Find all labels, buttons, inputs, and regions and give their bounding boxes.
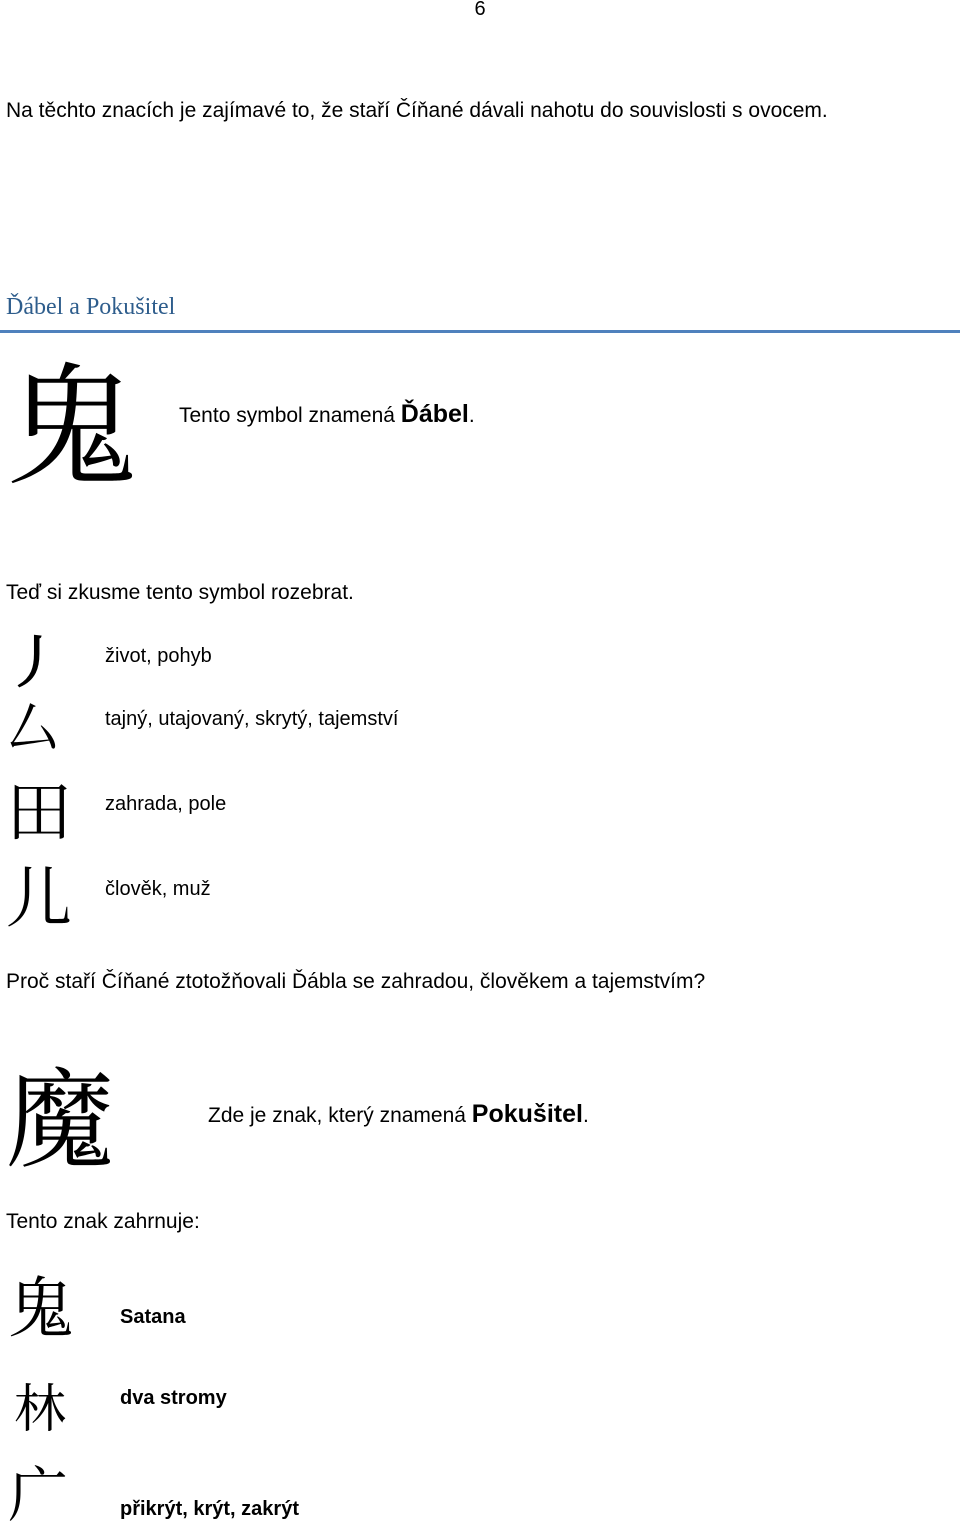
include-glyph-cover: 广 <box>8 1461 68 1531</box>
tempter-caption-prefix: Zde je znak, který znamená <box>208 1104 472 1127</box>
component-meaning-life: život, pohyb <box>105 645 212 667</box>
component-glyph-field: 田 <box>6 774 72 851</box>
section-heading: Ďábel a Pokušitel <box>6 294 176 320</box>
include-glyph-satan: 鬼 <box>8 1270 74 1347</box>
component-meaning-man: člověk, muž <box>105 878 211 900</box>
devil-glyph: 鬼 <box>6 351 138 505</box>
tempter-caption-suffix: . <box>582 1104 589 1127</box>
includes-paragraph: Tento znak zahrnuje: <box>6 1210 200 1233</box>
tempter-term: Pokušitel <box>471 1100 583 1128</box>
component-glyph-stroke: 丿 <box>6 631 62 696</box>
component-meaning-secret: tajný, utajovaný, skrytý, tajemství <box>105 708 399 730</box>
heading-underline <box>0 330 960 333</box>
include-glyph-trees: 林 <box>14 1380 67 1440</box>
page-number: 6 <box>474 0 486 20</box>
include-meaning-cover: přikrýt, krýt, zakrýt <box>120 1498 299 1520</box>
component-glyph-man: 儿 <box>6 860 72 937</box>
devil-caption-prefix: Tento symbol znamená <box>179 404 401 427</box>
intro-paragraph: Na těchto znacích je zajímavé to, že staří Číňané dávali nahotu do souvislosti s ovocem. <box>6 99 828 122</box>
component-glyph-secret: 厶 <box>6 699 59 759</box>
question-paragraph: Proč staří Číňané ztotožňovali Ďábla se zahradou, člověkem a tajemstvím? <box>6 970 706 993</box>
devil-caption-suffix: . <box>468 404 475 427</box>
devil-term: Ďábel <box>400 400 469 428</box>
include-meaning-satan: Satana <box>120 1306 186 1328</box>
include-meaning-trees: dva stromy <box>120 1387 227 1409</box>
devil-caption <box>179 400 475 429</box>
tempter-glyph: 魔 <box>6 1059 115 1184</box>
analyze-paragraph: Teď si zkusme tento symbol rozebrat. <box>6 581 354 604</box>
component-meaning-field: zahrada, pole <box>105 793 227 815</box>
tempter-caption <box>208 1100 589 1129</box>
